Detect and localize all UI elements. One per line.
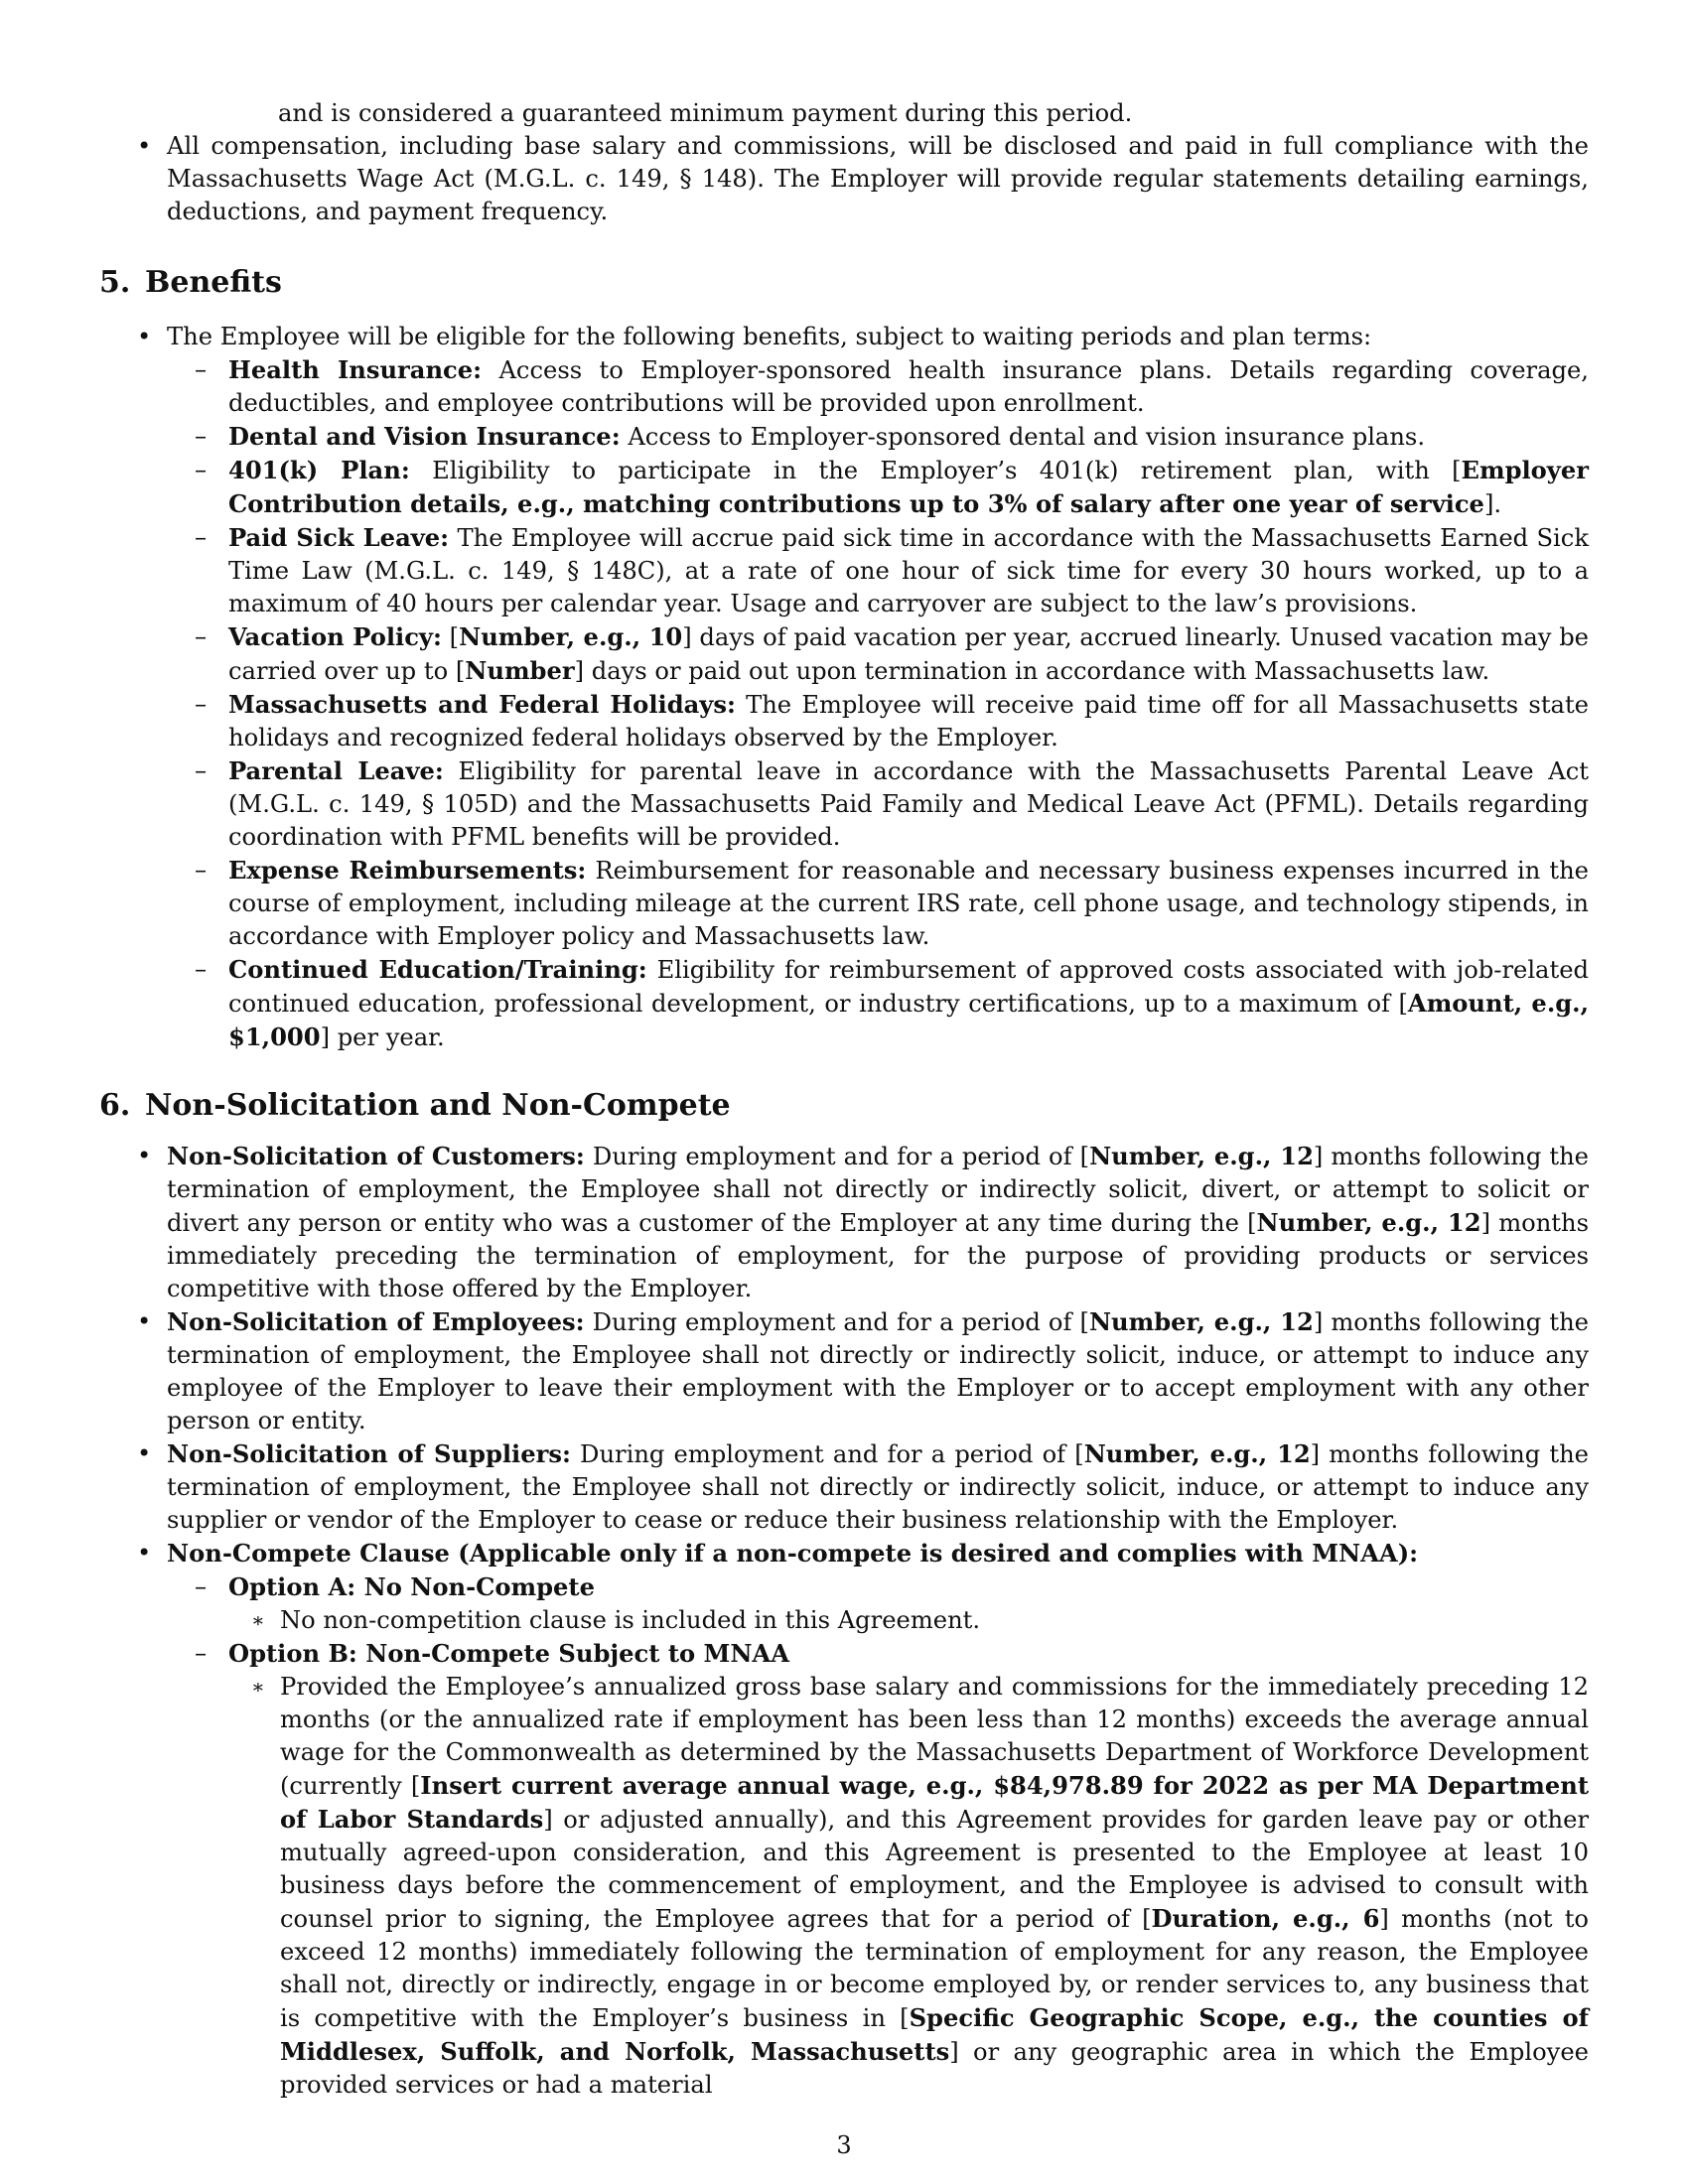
benefit-placeholder: Number, e.g., 10 <box>459 622 683 651</box>
benefit-item <box>99 754 1589 854</box>
bullet-icon: • <box>137 1539 152 1567</box>
dash-icon: – <box>195 690 208 718</box>
benefit-item <box>99 521 1589 620</box>
bullet-icon: • <box>137 1307 152 1335</box>
non-compete-clause <box>99 1537 1589 1570</box>
non-solicitation-employees <box>99 1305 1589 1437</box>
section-heading-non-solicitation <box>99 1088 1589 1124</box>
dash-icon: – <box>195 1572 208 1600</box>
wage-act-text: All compensation, including base salary and commissions, will be disclosed and paid in full compliance with the Massachusetts Wage Act (M.G.L. c. 149, § 148). The Employer will provide regular statements detailing earnings, deductions, and payment frequency. <box>167 132 1589 225</box>
bullet-icon: • <box>137 1142 152 1169</box>
option-a-title: Option A: No Non-Compete <box>228 1572 595 1601</box>
bullet-icon: • <box>137 132 152 160</box>
clause-label: Non-Solicitation of Customers: <box>167 1142 585 1170</box>
dash-icon: – <box>195 622 208 650</box>
benefit-placeholder: Employer Contribution details, e.g., matching contributions up to 3% of salary after one year of service <box>228 456 1589 518</box>
dash-icon: – <box>195 1639 208 1667</box>
benefit-text: Eligibility to participate in the Employer’s 401(k) retirement plan, with [ <box>409 457 1462 484</box>
dash-icon: – <box>195 456 208 483</box>
clause-placeholder: Number, e.g., 12 <box>1083 1439 1311 1468</box>
benefits-intro <box>99 321 1589 353</box>
option-b-title: Option B: Non-Compete Subject to MNAA <box>228 1639 789 1668</box>
non-solicitation-customers <box>99 1140 1589 1305</box>
benefit-placeholder: Amount, e.g., $1,000 <box>228 989 1589 1051</box>
dash-icon: – <box>195 355 208 383</box>
benefit-text: Access to Employer-sponsored health insurance plans. Details regarding coverage, deductibles, and employee contributions will be provided upon enrollment. <box>228 356 1589 417</box>
dash-icon: – <box>195 523 208 551</box>
benefit-item <box>99 953 1589 1054</box>
benefit-item <box>99 688 1589 754</box>
non-compete-heading: Non-Compete Clause (Applicable only if a non-compete is desired and complies with MNAA): <box>167 1539 1419 1568</box>
benefit-text: ] per year. <box>320 1024 445 1051</box>
option-a <box>99 1570 1589 1604</box>
benefit-label: Expense Reimbursements: <box>228 856 587 885</box>
wage-act-bullet <box>99 130 1589 228</box>
benefit-item <box>99 620 1589 688</box>
clause-label: Non-Solicitation of Employees: <box>167 1307 585 1336</box>
benefit-text: The Employee will accrue paid sick time in accordance with the Massachusetts Earned Sick Time Law (M.G.L. c. 149, § 148C), at a rate of one hour of sick time for every 30 hours worked, up to a maximum of 40 hours per calendar year. Usage and carryover are subject to the law’s provisions. <box>228 524 1589 617</box>
benefit-text: ]. <box>1483 490 1502 518</box>
section-title: Non-Solicitation and Non-Compete <box>145 1088 731 1123</box>
benefit-item <box>99 454 1589 521</box>
continuation-text: and is considered a guaranteed minimum payment during this period. <box>278 99 1133 127</box>
option-b-text: ] months (not to exceed 12 months) immediately following the termination of employment for any reason, the Employee shall not, directly or indirectly, engage in or become employed by, or render services to, any business that is competitive with the Employer’s business in [ <box>280 1905 1589 2032</box>
dash-icon: – <box>195 856 208 884</box>
option-b-placeholder: Duration, e.g., 6 <box>1151 1904 1380 1933</box>
clause-text: ] months following the termination of employment, the Employee shall not directly or indirectly solicit, divert, or attempt to solicit or divert any person or entity who was a customer of the Employer at any time during the [ <box>167 1143 1590 1237</box>
benefit-label: Health Insurance: <box>228 355 483 384</box>
benefit-label: Parental Leave: <box>228 756 444 785</box>
clause-text: ] months immediately preceding the termination of employment, for the purpose of providing products or services competitive with those offered by the Employer. <box>167 1209 1589 1302</box>
bullet-icon: • <box>137 1439 152 1467</box>
option-b-placeholder: Specific Geographic Scope, e.g., the counties of Middlesex, Suffolk, and Norfolk, Massachusetts <box>280 2003 1589 2066</box>
option-b-text: ] or adjusted annually), and this Agreement provides for garden leave pay or other mutually agreed-upon consideration, and this Agreement is presented to the Employee at least 10 business days before the commencement of employment, and the Employee is advised to consult with counsel prior to signing, the Employee agrees that for a period of [ <box>280 1806 1590 1933</box>
section-title: Benefits <box>145 265 282 300</box>
section-number: 5. <box>99 265 131 300</box>
dash-icon: – <box>195 756 208 784</box>
clause-label: Non-Solicitation of Suppliers: <box>167 1439 571 1468</box>
asterisk-icon: ∗ <box>251 1675 265 1699</box>
section-heading-benefits <box>99 265 1589 301</box>
clause-text: ] months following the termination of employment, the Employee shall not directly or indirectly solicit, induce, or attempt to induce any supplier or vendor of the Employer to cease or reduce their business relationship with the Employer. <box>167 1440 1589 1534</box>
clause-text: During employment and for a period of [ <box>570 1440 1084 1468</box>
clause-placeholder: Number, e.g., 12 <box>1088 1307 1314 1336</box>
dash-icon: – <box>195 955 208 983</box>
option-b-text: ] or any geographic area in which the Employee provided services or had a material <box>280 2038 1589 2099</box>
benefit-text: ] days or paid out upon termination in accordance with Massachusetts law. <box>574 657 1490 685</box>
clause-text: During employment and for a period of [ <box>584 1143 1090 1170</box>
benefit-label: Massachusetts and Federal Holidays: <box>228 690 736 719</box>
benefit-item <box>99 854 1589 953</box>
benefit-text: Access to Employer-sponsored dental and vision insurance plans. <box>620 423 1426 451</box>
benefit-text: [ <box>441 623 460 651</box>
benefit-label: Vacation Policy: <box>228 622 442 651</box>
benefit-label: Continued Education/Training: <box>228 955 647 984</box>
option-b-text: Provided the Employee’s annualized gross base salary and commissions for the immediately preceding 12 months (or the annualized rate if employment has been less than 12 months) exceeds the average annual wage for the Commonwealth as determined by the Massachusetts Department of Workforce Development (currently [ <box>280 1673 1589 1800</box>
benefit-placeholder: Number <box>465 656 575 685</box>
dash-icon: – <box>195 422 208 450</box>
option-a-detail <box>99 1604 1589 1637</box>
benefit-text: Eligibility for parental leave in accordance with the Massachusetts Parental Leave Act (M.G.L. c. 149, § 105D) and the Massachusetts Paid Family and Medical Leave Act (PFML). Details regarding coordination with PFML benefits will be provided. <box>228 757 1590 851</box>
benefits-intro-text: The Employee will be eligible for the following benefits, subject to waiting periods and plan terms: <box>167 323 1372 350</box>
page-content <box>99 97 1589 2102</box>
clause-text: ] months following the termination of employment, the Employee shall not directly or indirectly solicit, induce, or attempt to induce any employee of the Employer to leave their employment with the Employer or to accept employment with any other person or entity. <box>167 1308 1590 1434</box>
option-a-text: No non-competition clause is included in this Agreement. <box>280 1606 981 1634</box>
option-b-placeholder: Insert current average annual wage, e.g., $84,978.89 for 2022 as per MA Department of Labor Standards <box>280 1771 1589 1834</box>
benefit-label: 401(k) Plan: <box>228 456 410 484</box>
asterisk-icon: ∗ <box>251 1608 265 1632</box>
benefit-label: Paid Sick Leave: <box>228 523 450 552</box>
non-solicitation-suppliers <box>99 1437 1589 1537</box>
clause-text: During employment and for a period of [ <box>584 1308 1089 1336</box>
benefit-text: The Employee will receive paid time off for all Massachusetts state holidays and recognized federal holidays observed by the Employer. <box>228 691 1589 751</box>
benefit-text: ] days of paid vacation per year, accrued linearly. Unused vacation may be carried over up to [ <box>228 623 1589 685</box>
clause-placeholder: Number, e.g., 12 <box>1256 1208 1481 1237</box>
option-b <box>99 1637 1589 1671</box>
bullet-icon: • <box>137 323 152 350</box>
benefit-item <box>99 420 1589 454</box>
benefit-label: Dental and Vision Insurance: <box>228 422 621 451</box>
benefit-item <box>99 353 1589 420</box>
section-number: 6. <box>99 1088 131 1123</box>
clause-placeholder: Number, e.g., 12 <box>1089 1142 1314 1170</box>
benefit-text: Eligibility for reimbursement of approved costs associated with job-related continued education, professional development, or industry certifications, up to a maximum of [ <box>228 956 1589 1018</box>
page-number: 3 <box>836 2131 852 2159</box>
benefit-text: Reimbursement for reasonable and necessary business expenses incurred in the course of employment, including mileage at the current IRS rate, cell phone usage, and technology stipends, in accordance with Employer policy and Massachusetts law. <box>228 857 1589 950</box>
option-b-detail <box>99 1671 1589 2102</box>
